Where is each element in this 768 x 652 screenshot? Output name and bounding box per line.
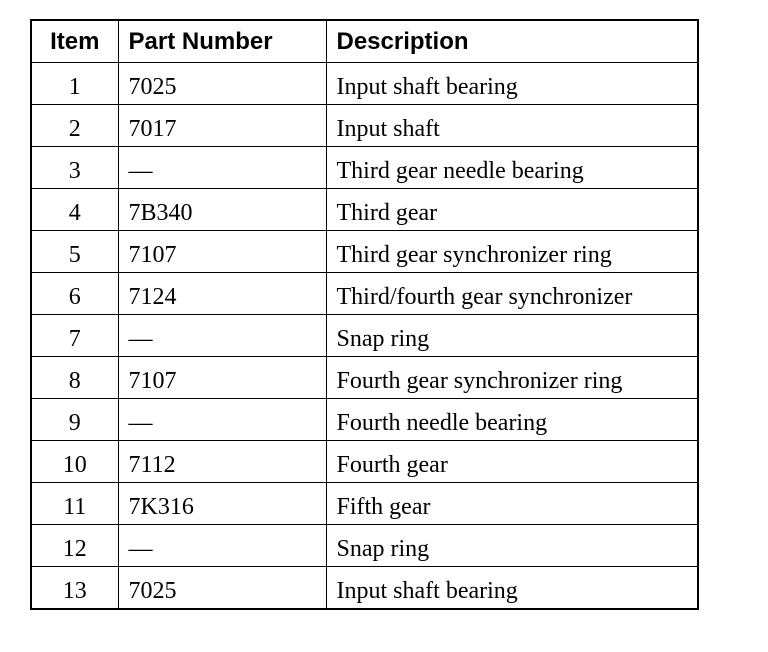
- description-cell: Snap ring: [326, 525, 698, 567]
- table-row: [31, 189, 698, 231]
- table-row: [31, 231, 698, 273]
- description-cell: Third/fourth gear synchronizer: [326, 273, 698, 315]
- description-cell: Fourth gear synchronizer ring: [326, 357, 698, 399]
- item-cell: 10: [31, 441, 118, 483]
- part-number-cell: 7112: [118, 441, 326, 483]
- description-cell: Third gear: [326, 189, 698, 231]
- table-row: [31, 567, 698, 610]
- table-row: [31, 105, 698, 147]
- item-cell: 5: [31, 231, 118, 273]
- header-row: [31, 20, 698, 63]
- item-cell: 7: [31, 315, 118, 357]
- table-row: [31, 357, 698, 399]
- part-number-cell: 7107: [118, 357, 326, 399]
- item-cell: 3: [31, 147, 118, 189]
- description-cell: Third gear needle bearing: [326, 147, 698, 189]
- description-cell: Third gear synchronizer ring: [326, 231, 698, 273]
- part-number-cell: 7025: [118, 567, 326, 610]
- table-row: [31, 399, 698, 441]
- part-number-cell: 7025: [118, 63, 326, 105]
- description-cell: Input shaft bearing: [326, 567, 698, 610]
- description-cell: Input shaft: [326, 105, 698, 147]
- description-cell: Fifth gear: [326, 483, 698, 525]
- header-part-number: Part Number: [118, 20, 326, 63]
- table-row: [31, 315, 698, 357]
- item-cell: 1: [31, 63, 118, 105]
- item-cell: 13: [31, 567, 118, 610]
- table-row: [31, 525, 698, 567]
- parts-table: [30, 19, 699, 610]
- header-item: Item: [31, 20, 118, 63]
- table-row: [31, 63, 698, 105]
- part-number-cell: 7107: [118, 231, 326, 273]
- item-cell: 2: [31, 105, 118, 147]
- table-row: [31, 441, 698, 483]
- part-number-cell: —: [118, 525, 326, 567]
- table-row: [31, 147, 698, 189]
- description-cell: Fourth gear: [326, 441, 698, 483]
- header-description: Description: [326, 20, 698, 63]
- part-number-cell: —: [118, 399, 326, 441]
- part-number-cell: 7B340: [118, 189, 326, 231]
- item-cell: 11: [31, 483, 118, 525]
- part-number-cell: —: [118, 147, 326, 189]
- description-cell: Snap ring: [326, 315, 698, 357]
- description-cell: Fourth needle bearing: [326, 399, 698, 441]
- item-cell: 12: [31, 525, 118, 567]
- item-cell: 9: [31, 399, 118, 441]
- table-row: [31, 273, 698, 315]
- part-number-cell: 7K316: [118, 483, 326, 525]
- part-number-cell: —: [118, 315, 326, 357]
- part-number-cell: 7124: [118, 273, 326, 315]
- item-cell: 4: [31, 189, 118, 231]
- item-cell: 6: [31, 273, 118, 315]
- item-cell: 8: [31, 357, 118, 399]
- part-number-cell: 7017: [118, 105, 326, 147]
- table-row: [31, 483, 698, 525]
- description-cell: Input shaft bearing: [326, 63, 698, 105]
